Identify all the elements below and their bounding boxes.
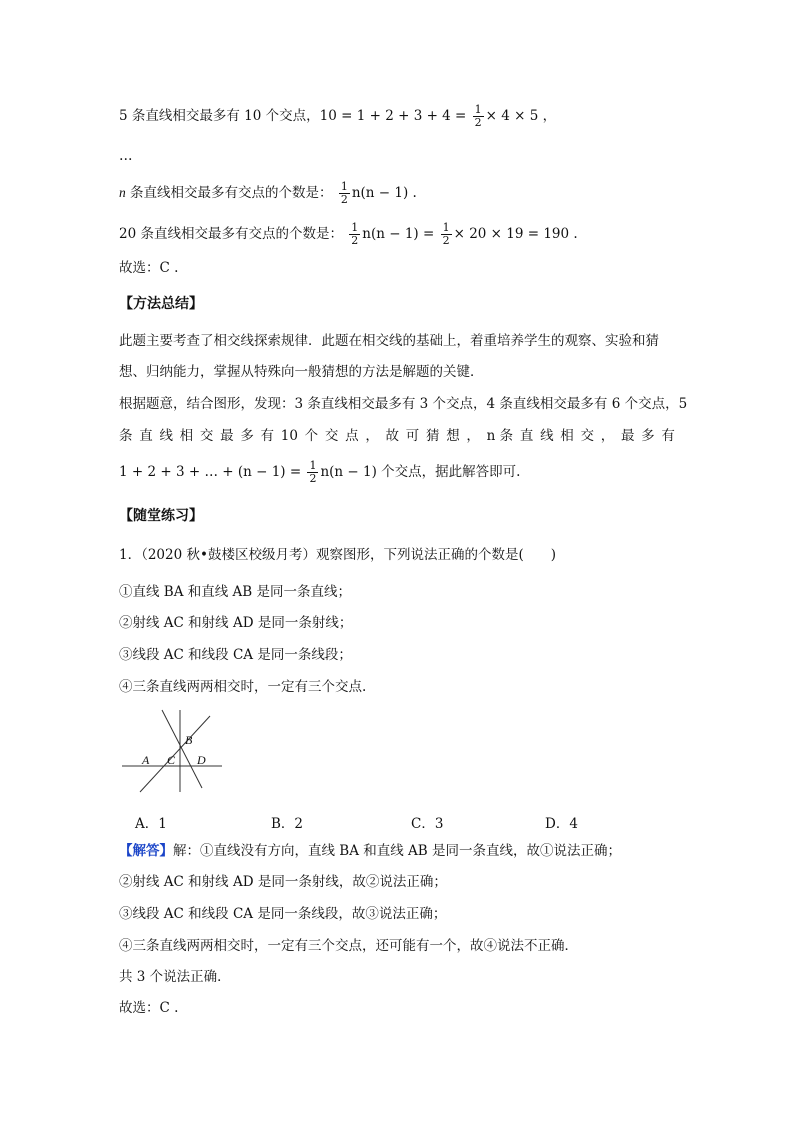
summary-paragraph-line: 此题主要考查了相交线探索规律．此题在相交线的基础上，着重培养学生的观察、实验和猜	[119, 333, 659, 349]
point-label-d: D	[197, 753, 206, 767]
answer-line-1: 【解答】解：①直线没有方向，直线 BA 和直线 AB 是同一条直线，故①说法正确；	[119, 843, 622, 859]
statement-4: ④三条直线两两相交时，一定有三个交点.	[119, 679, 367, 695]
fraction: $\frac{1}{2}$	[309, 459, 317, 485]
option-a: A．1	[135, 816, 167, 832]
fraction: $\frac{1}{2}$	[474, 103, 482, 129]
answer-tag: 【解答】	[119, 843, 173, 859]
three-lines-figure	[118, 708, 228, 796]
answer-line-5: 共 3 个说法正确．	[119, 969, 231, 985]
summary-paragraph-line: 根据题意，结合图形，发现：3 条直线相交最多有 3 个交点，4 条直线相交最多有 6 个交点，5	[119, 396, 688, 412]
fraction: $\frac{1}{2}$	[351, 221, 359, 247]
answer-line-6: 故选：C .	[119, 1000, 179, 1016]
point-label-b: B	[185, 733, 193, 747]
summary-justified-line: 条 直 线 相 交 最 多 有 10 个 交 点 ， 故 可 猜 想 ， n 条 直 线 相 交 ， 最 多 有	[119, 428, 675, 444]
option-d: D．4	[545, 816, 578, 832]
ellipsis: …	[119, 148, 133, 164]
statement-2: ②射线 AC 和射线 AD 是同一条射线；	[119, 615, 353, 631]
option-c: C．3	[411, 816, 444, 832]
answer-line-3: ③线段 AC 和线段 CA 是同一条线段，故③说法正确；	[119, 906, 447, 922]
answer-line-4: ④三条直线两两相交时，一定有三个交点，还可能有一个，故④说法不正确．	[119, 938, 578, 954]
point-label-a: A	[142, 753, 150, 767]
solution-line-3: 20 条直线相交最多有交点的个数是： $\frac{1}{2}$ n(n − 1) = $\frac{1}{2}$ × 20 × 19 = 190 .	[119, 221, 578, 247]
point-label-c: C	[167, 753, 176, 767]
answer-line-2: ②射线 AC 和射线 AD 是同一条射线，故②说法正确；	[119, 874, 447, 890]
fraction: $\frac{1}{2}$	[340, 180, 348, 206]
fraction: $\frac{1}{2}$	[442, 221, 450, 247]
question-stem: 1．（2020 秋•鼓楼区校级月考）观察图形，下列说法正确的个数是( )	[119, 547, 556, 563]
statement-3: ③线段 AC 和线段 CA 是同一条线段；	[119, 647, 352, 663]
solution-answer: 故选：C .	[119, 260, 179, 276]
summary-formula-line: 1 + 2 + 3 + … + (n − 1) = $\frac{1}{2}$ n(n − 1) 个交点，据此解答即可.	[119, 459, 521, 485]
solution-line-2: n 条直线相交最多有交点的个数是： $\frac{1}{2}$ n(n − 1) .	[119, 180, 417, 206]
oblique-line-bd	[162, 710, 202, 788]
practice-heading: 【随堂练习】	[119, 508, 203, 524]
method-summary-heading: 【方法总结】	[119, 296, 203, 312]
summary-paragraph-line: 想、归纳能力，掌握从特殊向一般猜想的方法是解题的关键．	[119, 364, 484, 380]
option-b: B．2	[271, 816, 304, 832]
solution-line-1: 5 条直线相交最多有 10 个交点，10 = 1 + 2 + 3 + 4 = $\frac{1}{2}$ × 4 × 5 ，	[119, 103, 557, 129]
statement-1: ①直线 BA 和直线 AB 是同一条直线；	[119, 584, 352, 600]
